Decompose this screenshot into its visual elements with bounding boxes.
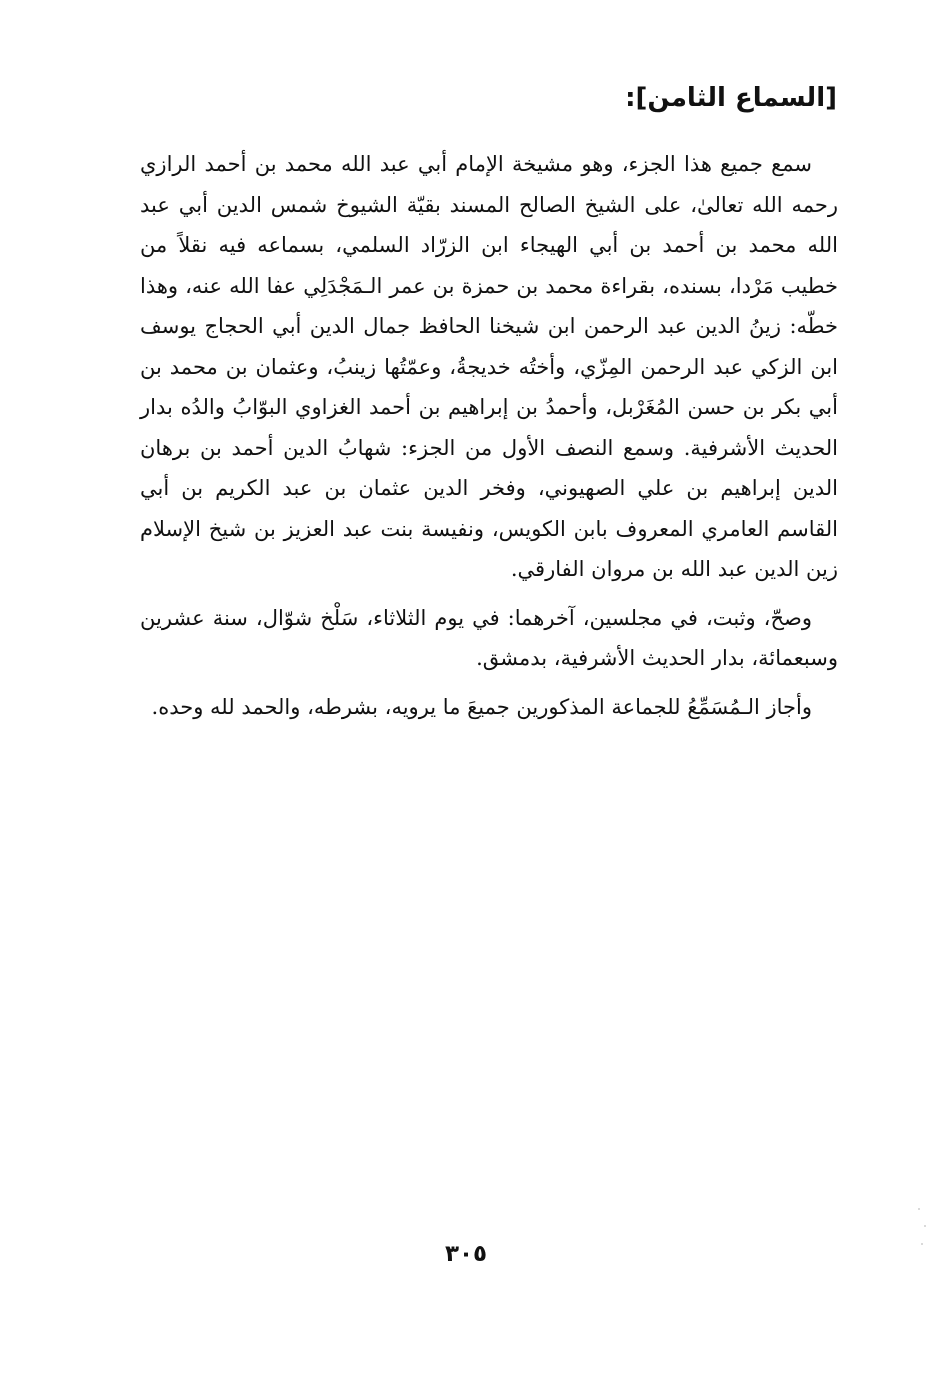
body-text [140, 144, 838, 727]
paragraph-validation: وصحّ، وثبت، في مجلسين، آخرهما: في يوم الثلاثاء، سَلْخ شوّال، سنة عشرين وسبعمائة، بدار الحديث الأشرفية، بدمشق. [140, 605, 838, 670]
scan-speck [918, 1208, 920, 1210]
paragraph-audition-record: سمع جميع هذا الجزء، وهو مشيخة الإمام أبي عبد الله محمد بن أحمد الرازي رحمه الله تعالىٰ، على الشيخ الصالح المسند بقيّة الشيوخ شمس الدين أبي عبد الله محمد بن أحمد بن أبي الهيجاء ابن الزرّاد السلمي، بسماعه فيه نقلاً من خطيب مَرْدا، بسنده، بقراءة محمد بن حمزة بن عمر الـمَجْدَلِي عفا الله عنه، وهذا خطّه: زينُ الدين عبد الرحمن ابن شيخنا الحافظ جمال الدين أبي الحجاج يوسف ابن الزكي عبد الرحمن المِزّي، وأختُه خديجةُ، وعمّتُها زينبُ، وعثمان بن محمد بن أبي بكر بن حسن المُغَرْبل، وأحمدُ بن إبراهيم بن أحمد الغزاوي البوّابُ والدُه بدار الحديث الأشرفية. وسمع النصف الأول من الجزء: شهابُ الدين أحمد بن برهان الدين إبراهيم بن علي الصهيوني، وفخر الدين عثمان بن عبد الكريم بن أبي القاسم العامري المعروف بابن الكويس، ونفيسة بنت عبد العزيز بن شيخ الإسلام زين الدين عبد الله بن مروان الفارقي. [140, 152, 838, 581]
section-heading: [السماع الثامن]: [625, 83, 837, 113]
page-number: ٣٠٥ [444, 1241, 488, 1267]
paragraph-permission: وأجاز الـمُسَمِّعُ للجماعة المذكورين جميعَ ما يرويه، بشرطه، والحمد لله وحده. [151, 694, 812, 719]
scan-speck [924, 1225, 926, 1227]
scan-speck [921, 1243, 923, 1245]
